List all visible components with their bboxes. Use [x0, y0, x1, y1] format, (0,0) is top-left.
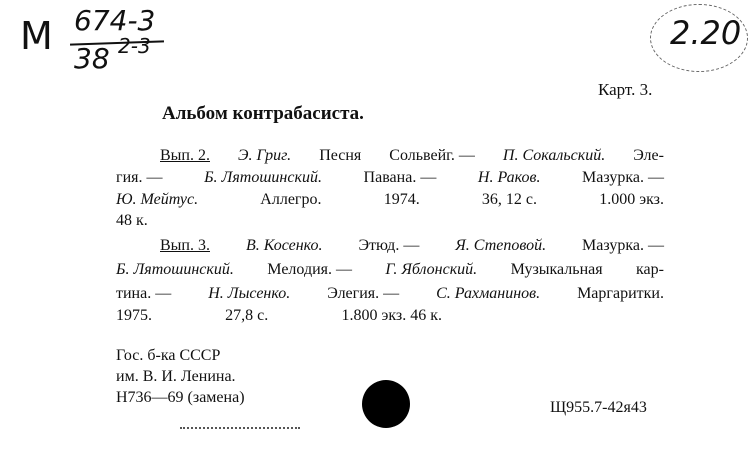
handwritten-price: 2.20	[670, 14, 742, 52]
issue3-line2	[116, 260, 664, 280]
text: Н. Раков.	[477, 169, 541, 186]
text: Музыкальная	[510, 261, 603, 278]
text: Сольвейг. —	[389, 147, 475, 164]
issue3-line1	[160, 236, 664, 256]
text: Мазурка. —	[582, 169, 664, 186]
text: Б. Лятошинский.	[204, 169, 322, 186]
text: гия. —	[116, 169, 163, 186]
text: 27,8 с.	[225, 307, 269, 324]
issue3-label: Вып. 3.	[160, 237, 210, 254]
card-number: Карт. 3.	[598, 80, 653, 99]
issue2-line1	[160, 146, 664, 166]
text: Маргаритки.	[577, 285, 664, 302]
text: 1.800 экз. 46 к.	[341, 307, 442, 324]
text: Эле-	[633, 147, 664, 164]
text: Б. Лятошинский.	[116, 261, 234, 278]
text: Аллегро.	[260, 191, 322, 208]
issue2-line4	[116, 211, 664, 231]
text: Э. Григ.	[238, 147, 292, 164]
issue3-line3	[116, 284, 664, 304]
issue2-line2	[116, 168, 664, 188]
text: В. Косенко.	[245, 237, 323, 254]
handwritten-numerator: 674-3	[74, 4, 156, 37]
text: П. Сокальский.	[502, 147, 606, 164]
library-line1: Гос. б-ка СССР	[116, 347, 221, 364]
dotted-line	[180, 424, 300, 429]
text: Этюд. —	[358, 237, 420, 254]
issue2-line3	[116, 190, 664, 210]
text: 1.000 экз.	[599, 191, 664, 208]
card-title: Альбом контрабасиста.	[162, 103, 364, 124]
text: 48 к.	[116, 212, 148, 229]
handwritten-denominator: 38	[74, 42, 110, 75]
library-block	[116, 345, 245, 408]
text: Г. Яблонский.	[385, 261, 478, 278]
issue2-label: Вып. 2.	[160, 147, 210, 164]
text: Н. Лысенко.	[208, 285, 291, 302]
text: Я. Степовой.	[455, 237, 547, 254]
library-line3: Н736—69 (замена)	[116, 389, 245, 406]
text: тина. —	[116, 285, 172, 302]
text: 1975.	[116, 307, 152, 324]
text: Мазурка. —	[582, 237, 664, 254]
text: Павана. —	[363, 169, 437, 186]
text: Песня	[319, 147, 362, 164]
handwritten-letter: М	[20, 14, 53, 58]
text: 1974.	[383, 191, 420, 208]
ink-blot	[362, 380, 410, 428]
text: Мелодия. —	[267, 261, 352, 278]
text: кар-	[636, 261, 664, 278]
issue3-line4	[116, 306, 442, 326]
classification-code: Щ955.7-42я43	[550, 399, 647, 416]
handwritten-superscript: 2-3	[118, 34, 151, 58]
library-line2: им. В. И. Ленина.	[116, 368, 236, 385]
text: Ю. Мейтус.	[116, 191, 199, 208]
text: 36, 12 с.	[481, 191, 538, 208]
text: С. Рахманинов.	[436, 285, 541, 302]
text: Элегия. —	[327, 285, 400, 302]
